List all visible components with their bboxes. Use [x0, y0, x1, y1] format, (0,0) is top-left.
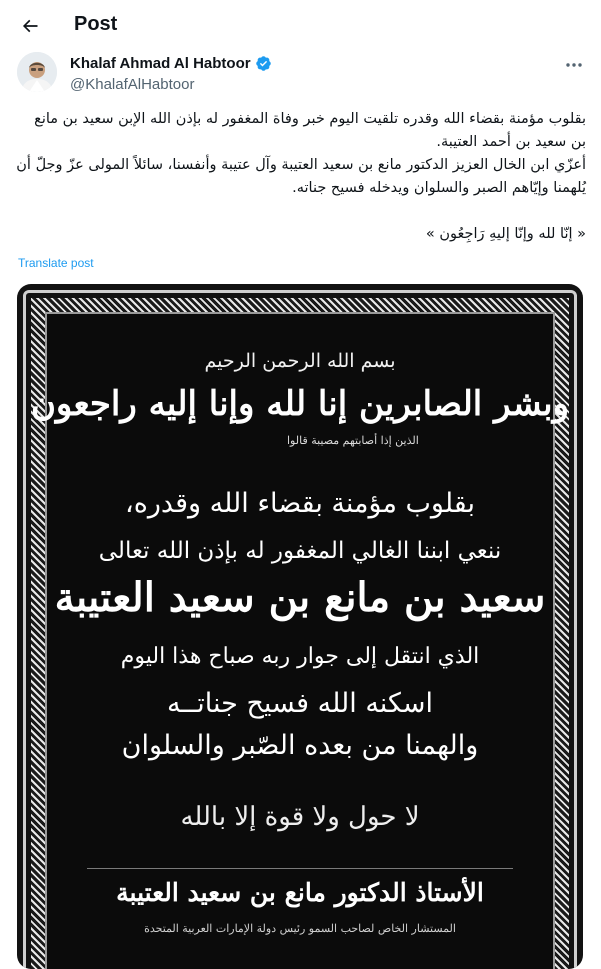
card-signer-title: المستشار الخاص لصاحب السمو رئيس دولة الإمارات العربية المتحدة [144, 922, 456, 935]
card-line-4: اسكنه الله فسيح جناتــه [167, 688, 433, 719]
card-signer: الأستاذ الدكتور مانع بن سعيد العتيبة [116, 878, 484, 907]
avatar[interactable] [17, 52, 57, 92]
page-title: Post [74, 13, 118, 35]
card-verse-small: الذين إذا أصابتهم مصيبة قالوا [287, 434, 419, 447]
card-line-5: والهمنا من بعده الصّبر والسلوان [121, 730, 479, 761]
card-divider [87, 868, 513, 869]
arrow-left-icon [20, 16, 40, 36]
card-line-3: الذي انتقل إلى جوار ربه صباح هذا اليوم [120, 644, 480, 669]
translate-post-link[interactable]: Translate post [18, 256, 94, 270]
post-image[interactable] [17, 284, 583, 969]
card-line-2: ننعي ابننا الغالي المغفور له بإذن الله تعالى [98, 538, 502, 564]
author-display-name[interactable]: Khalaf Ahmad Al Habtoor [70, 55, 251, 72]
more-button[interactable] [562, 55, 586, 75]
post-quote: « إنّا لله وإنّا إليهِ رَاجِعُون » [425, 226, 586, 242]
card-deceased-name: سعيد بن مانع بن سعيد العتيبة [54, 574, 546, 621]
card-basmala: بسم الله الرحمن الرحيم [204, 350, 396, 372]
avatar-image [17, 52, 57, 92]
more-dots-icon [565, 62, 583, 68]
author-name-row[interactable] [70, 55, 272, 72]
top-bar [0, 0, 601, 52]
card-verse: وبشر الصابرين إنا لله وإنا إليه راجعون [30, 384, 570, 424]
post-text [16, 108, 586, 246]
author-handle[interactable]: @KhalafAlHabtoor [70, 76, 195, 93]
verified-badge-icon [255, 55, 272, 72]
card-hawqala: لا حول ولا قوة إلا بالله [180, 802, 420, 832]
post-paragraph: بقلوب مؤمنة بقضاء الله وقدره تلقيت اليوم خبر وفاة المغفور له بإذن الله الإبن سعيد بن مانع بن سعيد بن أحمد العتيبة. [34, 111, 586, 150]
back-button[interactable] [16, 12, 44, 40]
card-line-1: بقلوب مؤمنة بقضاء الله وقدره، [125, 488, 475, 519]
post-paragraph: أعزّي ابن الخال العزيز الدكتور مانع بن سعيد العتيبة وآل عتيبة وأنفسنا، سائلاً المولى عزّ وجلّ أن يُلهمنا وإيّاهم الصبر والسلوان ويدخله فسيح جناته. [16, 157, 586, 196]
